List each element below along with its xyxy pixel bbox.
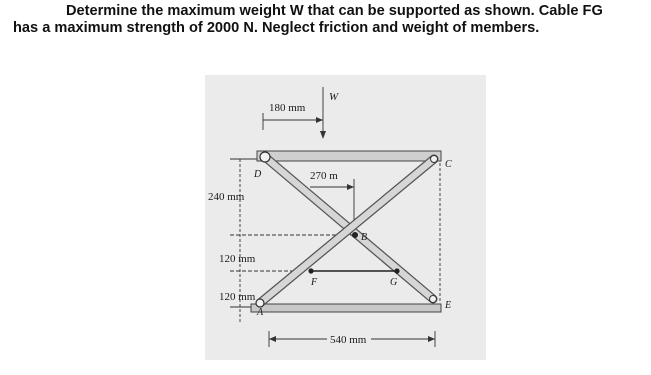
- dim-label-540: 540 mm: [330, 334, 367, 346]
- bottom-base: [251, 304, 441, 312]
- problem-statement: [10, 3, 646, 37]
- dim-label-120a: 120 mm: [219, 253, 256, 265]
- roller-C: [431, 156, 438, 163]
- pin-D: [260, 152, 270, 162]
- dim-label-240: 240 mm: [208, 191, 245, 203]
- point-label-B: B: [361, 232, 368, 243]
- pin-F: [308, 268, 313, 273]
- point-label-F: F: [311, 277, 318, 288]
- figure-background: [205, 75, 486, 360]
- pin-A: [256, 299, 264, 307]
- point-label-D: D: [254, 169, 262, 180]
- roller-E: [430, 296, 437, 303]
- problem-line-2: has a maximum strength of 2000 N. Neglect friction and weight of members.: [13, 20, 540, 36]
- problem-line-1: Determine the maximum weight W that can be supported as shown. Cable FG: [66, 3, 603, 19]
- pin-G: [394, 268, 399, 273]
- pin-B: [352, 232, 358, 238]
- load-label-W: W: [329, 91, 339, 103]
- point-label-G: G: [390, 277, 398, 288]
- top-platform: [257, 151, 441, 161]
- dim-label-120b: 120 mm: [219, 291, 256, 303]
- dim-label-270: 270 m: [310, 170, 338, 182]
- scissor-lift-figure: [205, 75, 486, 360]
- point-label-A: A: [257, 307, 264, 318]
- figure-svg: [205, 75, 486, 360]
- point-label-C: C: [445, 159, 452, 170]
- dim-label-180: 180 mm: [269, 102, 306, 114]
- point-label-E: E: [445, 300, 452, 311]
